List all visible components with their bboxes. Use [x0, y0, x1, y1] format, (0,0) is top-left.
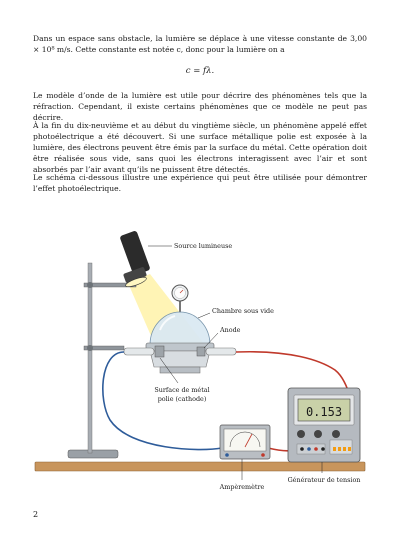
label-metal-surface-line1: Surface de métal	[154, 386, 210, 394]
stand-rod	[88, 263, 92, 453]
leader-vacuum-chamber	[198, 313, 210, 318]
label-voltage-generator: Générateur de tension	[287, 476, 361, 484]
generator-display: 0.153	[305, 405, 343, 419]
clamp-knob	[87, 282, 93, 288]
clamp-knob-low	[87, 345, 93, 351]
paragraph-photoelectric-history: À la fin du dix-neuvième et au début du vingtième siècle, un phénomène appelé effet photoélectrique a été découvert. Si une surface métallique polie est exposée à la lumière, des électrons peuvent être émis par la surface du métal. Cette opération doit être réalisée sous vide, sans quoi les électrons interagissent avec l’air et sont absorbés par l’air avant qu’ils ne puissent être détectés.	[33, 121, 367, 174]
stand-base	[68, 450, 118, 458]
cathode-tube	[124, 348, 154, 355]
label-metal-surface-line2: polie (cathode)	[157, 395, 207, 403]
paragraph-wave-model: Le modèle d’onde de la lumière est utile pour décrire des phénomènes tels que la réfraction. Cependant, il existe certains phénomènes que ce modèle ne peut pas décrire.	[33, 91, 367, 122]
workbench	[35, 462, 365, 471]
ammeter-icon	[220, 425, 270, 459]
anode-plate	[197, 347, 205, 356]
metal-surface-plate	[155, 346, 164, 357]
formula-c-f-lambda: c = fλ.	[185, 66, 215, 76]
lamp-icon	[119, 230, 150, 288]
voltage-generator-icon	[288, 388, 360, 462]
label-ammeter: Ampèremètre	[219, 483, 265, 491]
paragraph-speed-of-light: Dans un espace sans obstacle, la lumière se déplace à une vitesse constante de 3,00 × 10⁸ m/s. Cette constante est notée c, donc pour la lumière on a	[33, 34, 367, 54]
page-number: 2	[33, 510, 39, 519]
label-vacuum-chamber: Chambre sous vide	[212, 307, 274, 315]
paragraph-diagram-intro: Le schéma ci-dessous illustre une expérience qui peut être utilisée pour démontrer l’effet photoélectrique.	[33, 173, 367, 193]
anode-tube	[206, 348, 236, 355]
label-anode: Anode	[220, 326, 241, 334]
label-light-source: Source lumineuse	[174, 242, 233, 250]
